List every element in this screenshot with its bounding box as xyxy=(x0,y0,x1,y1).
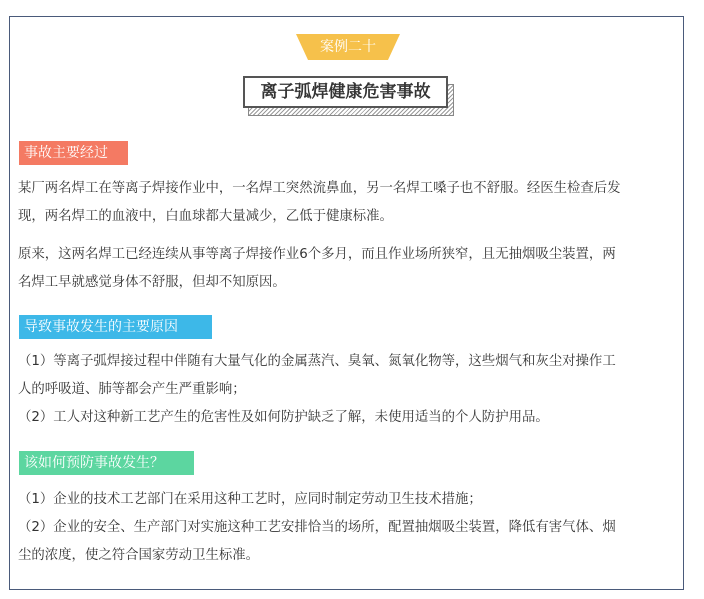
text-line: （1）等离子弧焊接过程中伴随有大量气化的金属蒸汽、臭氧、氮氧化物等，这些烟气和灰尘对操作工 xyxy=(18,354,616,369)
text-line: 原来，这两名焊工已经连续从事等离子焊接作业6个多月，而且作业场所狭窄，且无抽烟吸尘装置，两 xyxy=(18,247,616,262)
paragraph xyxy=(18,175,678,231)
case-badge xyxy=(296,34,400,60)
section-heading-causes: 导致事故发生的主要原因 xyxy=(19,315,212,339)
text-line: 尘的浓度，使之符合国家劳动卫生标准。 xyxy=(18,548,260,563)
title-box xyxy=(243,76,454,116)
text-line: 人的呼吸道、肺等都会产生严重影响； xyxy=(18,382,246,397)
page-title: 离子弧焊健康危害事故 xyxy=(243,76,448,108)
case-label: 案例二十 xyxy=(320,39,376,55)
paragraph xyxy=(18,486,678,570)
text-line: 某厂两名焊工在等离子焊接作业中，一名焊工突然流鼻血，另一名焊工嗓子也不舒服。经医生检查后发 xyxy=(18,181,621,196)
text-line: （2）企业的安全、生产部门对实施这种工艺安排恰当的场所，配置抽烟吸尘装置，降低有害气体、烟 xyxy=(18,520,616,535)
text-line: （2）工人对这种新工艺产生的危害性及如何防护缺乏了解，未使用适当的个人防护用品。 xyxy=(18,410,549,425)
text-line: 现，两名焊工的血液中，白血球都大量减少，乙低于健康标准。 xyxy=(18,209,393,224)
paragraph xyxy=(18,241,678,297)
section-heading-prevention: 该如何预防事故发生？ xyxy=(19,451,194,475)
text-line: 名焊工早就感觉身体不舒服，但却不知原因。 xyxy=(18,275,286,290)
text-line: （1）企业的技术工艺部门在采用这种工艺时，应同时制定劳动卫生技术措施； xyxy=(18,492,482,507)
paragraph xyxy=(18,348,678,432)
section-heading-process: 事故主要经过 xyxy=(19,141,128,165)
